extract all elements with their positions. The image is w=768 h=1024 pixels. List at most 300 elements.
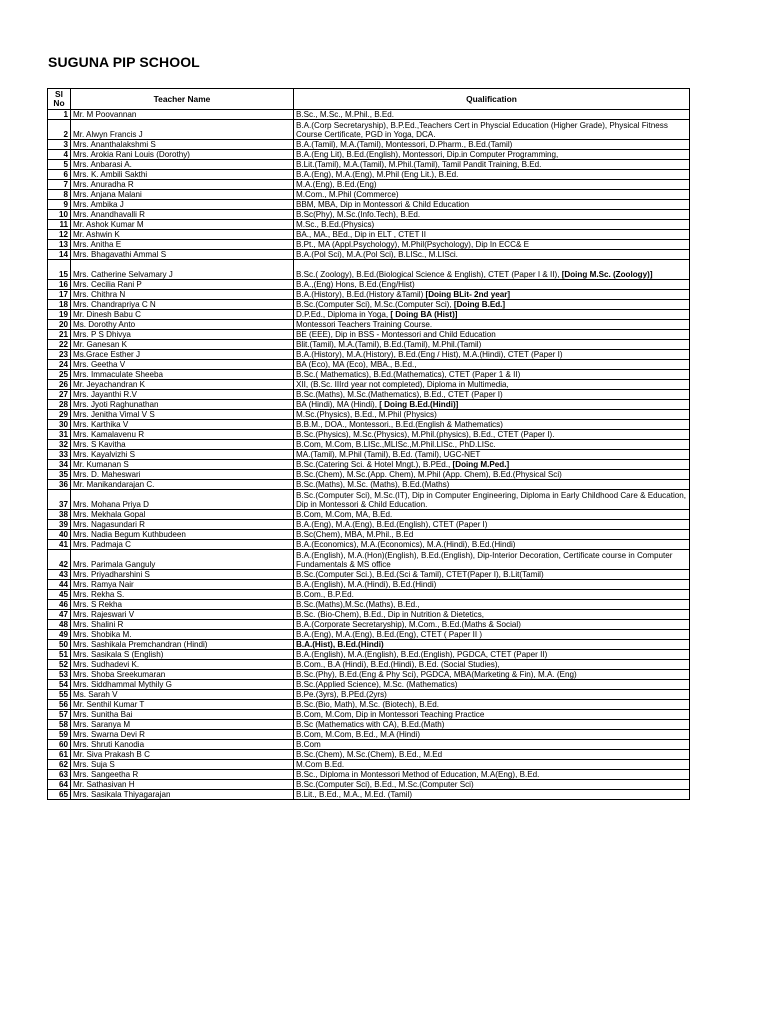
sl-no-label: Sl No — [53, 89, 65, 108]
teacher-name-cell: Mr. Jeyachandran K — [71, 380, 294, 390]
qualification-text: B.A.(Eng Lit), B.Ed.(English), Montessori, Dip.in Computer Programming, — [296, 150, 559, 159]
qualification-text: B.A.(History), B.Ed.(History &Tamil) — [296, 290, 426, 299]
teacher-name-cell: Mrs. Geetha V — [71, 360, 294, 370]
table-row — [48, 250, 690, 260]
qualification-cell — [294, 240, 690, 250]
table-header-row — [48, 89, 690, 110]
teacher-name-cell: Mrs. Sashikala Premchandran (Hindi) — [71, 640, 294, 650]
qualification-cell — [294, 410, 690, 420]
teacher-name-cell: Mr. Kumanan S — [71, 460, 294, 470]
qualification-text: M.Sc., B.Ed.(Physics) — [296, 220, 375, 229]
qualification-text: M.A.(Eng), B.Ed.(Eng) — [296, 180, 377, 189]
qualification-text: B.Sc.(Catering Sci. & Hotel Mngt.), B.PEd., — [296, 460, 453, 469]
teacher-name-cell: Mrs. Rekha S. — [71, 590, 294, 600]
sl-no-cell: 58 — [48, 720, 71, 730]
teacher-name-cell: Ms. Dorothy Anto — [71, 320, 294, 330]
qualification-text: Blit.(Tamil), M.A.(Tamil), B.Ed.(Tamil), M.Phil.(Tamil) — [296, 340, 482, 349]
qualification-cell — [294, 650, 690, 660]
table-row — [48, 230, 690, 240]
teacher-name-cell: Mr. Ashwin K — [71, 230, 294, 240]
qualification-text: B.Sc (Mathematics with CA), B.Ed.(Math) — [296, 720, 445, 729]
table-row — [48, 170, 690, 180]
teacher-name-cell: Mrs. Suja S — [71, 760, 294, 770]
qualification-text: B.Com, M.Com, B.Ed., M.A (Hindi) — [296, 730, 421, 739]
qualification-cell — [294, 680, 690, 690]
teacher-name-cell: Ms. Sarah V — [71, 690, 294, 700]
qualification-cell — [294, 260, 690, 280]
sl-no-cell: 4 — [48, 150, 71, 160]
qualification-text: B.Sc(Phy), M.Sc.(Info.Tech), B.Ed. — [296, 210, 421, 219]
sl-no-cell: 18 — [48, 300, 71, 310]
qualification-cell — [294, 390, 690, 400]
qualification-text: B.Com — [296, 740, 321, 749]
qualification-text: BA., MA., BEd., Dip in ELT , CTET II — [296, 230, 426, 239]
qualification-text: B.Pt., MA (Appl.Psychology), M.Phil(Psychology), Dip In ECC& E — [296, 240, 529, 249]
sl-no-cell: 20 — [48, 320, 71, 330]
qualification-text: B.Com., B.P.Ed. — [296, 590, 354, 599]
table-row — [48, 410, 690, 420]
table-row — [48, 580, 690, 590]
table-row — [48, 400, 690, 410]
table-row — [48, 290, 690, 300]
sl-no-cell: 31 — [48, 430, 71, 440]
table-row — [48, 210, 690, 220]
qualification-cell — [294, 330, 690, 340]
qualification-cell — [294, 120, 690, 140]
qualification-cell — [294, 160, 690, 170]
qualification-cell — [294, 150, 690, 160]
qualification-text: BA (Eco), MA (Eco), MBA., B.Ed., — [296, 360, 417, 369]
sl-no-cell: 12 — [48, 230, 71, 240]
qualification-text: B.Sc(Chem), MBA, M.Phil., B.Ed — [296, 530, 414, 539]
sl-no-cell: 23 — [48, 350, 71, 360]
table-row — [48, 430, 690, 440]
table-row — [48, 110, 690, 120]
sl-no-cell: 36 — [48, 480, 71, 490]
sl-no-cell: 54 — [48, 680, 71, 690]
sl-no-cell: 41 — [48, 540, 71, 550]
teacher-name-cell: Mrs. S Kavitha — [71, 440, 294, 450]
sl-no-cell: 32 — [48, 440, 71, 450]
sl-no-cell: 50 — [48, 640, 71, 650]
sl-no-cell: 46 — [48, 600, 71, 610]
qualification-cell — [294, 590, 690, 600]
teacher-name-cell: Mrs. Sasikala Thiyagarajan — [71, 790, 294, 800]
qualification-text: B.Sc.(Maths), M.Sc. (Maths), B.Ed.(Maths) — [296, 480, 450, 489]
teacher-name-cell: Mrs. Anbarasi A. — [71, 160, 294, 170]
qualification-highlight: B.A.(Hist), B.Ed.(Hindi) — [296, 640, 384, 649]
qualification-cell — [294, 220, 690, 230]
teacher-name-cell: Mrs. Rajeswari V — [71, 610, 294, 620]
qualification-text: B.A.(Eng), M.A.(Eng), B.Ed.(Eng), CTET ( Paper II ) — [296, 630, 483, 639]
qualification-text: B.A.(Tamil), M.A.(Tamil), Montessori, D.Pharm., B.Ed.(Tamil) — [296, 140, 513, 149]
sl-no-cell: 6 — [48, 170, 71, 180]
qualification-text: B.A.(English), M.A.(English), B.Ed.(English), PGDCA, CTET (Paper II) — [296, 650, 548, 659]
teacher-name-cell: Mr. Siva Prakash B C — [71, 750, 294, 760]
teacher-name-cell: Mrs. Swarna Devi R — [71, 730, 294, 740]
table-row — [48, 440, 690, 450]
teacher-name-cell: Mrs. Ramya Nair — [71, 580, 294, 590]
table-row — [48, 780, 690, 790]
qualification-cell — [294, 470, 690, 480]
sl-no-cell: 44 — [48, 580, 71, 590]
qualification-highlight: [ Doing BA (Hist)] — [390, 310, 458, 319]
teacher-name-cell: Mrs. Kamalavenu R — [71, 430, 294, 440]
qualification-cell — [294, 780, 690, 790]
qualification-cell — [294, 140, 690, 150]
qualification-cell — [294, 670, 690, 680]
table-row — [48, 190, 690, 200]
qualification-text: B.Sc.(Computer Sci), M.Sc.(Computer Sci), — [296, 300, 454, 309]
teacher-name-cell: Mr. M Poovannan — [71, 110, 294, 120]
qualification-text: B.Lit., B.Ed., M.A., M.Ed. (Tamil) — [296, 790, 413, 799]
qualification-cell — [294, 480, 690, 490]
table-row — [48, 660, 690, 670]
sl-no-cell: 39 — [48, 520, 71, 530]
qualification-cell — [294, 110, 690, 120]
qualification-text: BE (EEE), Dip in BSS - Montessori and Child Education — [296, 330, 496, 339]
qualification-text: B.Sc.(Maths),M.Sc.(Maths), B.Ed., — [296, 600, 420, 609]
teacher-name-cell: Mrs. Jyoti Raghunathan — [71, 400, 294, 410]
teacher-name-cell: Mrs. Priyadharshini S — [71, 570, 294, 580]
table-row — [48, 200, 690, 210]
qualification-text: B.A.(Corporate Secretaryship), M.Com., B.Ed.(Maths & Social) — [296, 620, 521, 629]
table-row — [48, 480, 690, 490]
qualification-cell — [294, 540, 690, 550]
qualification-cell — [294, 360, 690, 370]
table-row — [48, 530, 690, 540]
teacher-name-cell: Mr. Sathasivan H — [71, 780, 294, 790]
table-row — [48, 160, 690, 170]
qualification-text: D.P.Ed., Diploma in Yoga, — [296, 310, 391, 319]
table-row — [48, 150, 690, 160]
teacher-name-cell: Ms.Grace Esther J — [71, 350, 294, 360]
table-row — [48, 240, 690, 250]
sl-no-cell: 21 — [48, 330, 71, 340]
qualification-cell — [294, 340, 690, 350]
teacher-name-cell: Mrs. Catherine Selvamary J — [71, 260, 294, 280]
qualification-cell — [294, 620, 690, 630]
sl-no-cell: 27 — [48, 390, 71, 400]
teacher-name-cell: Mrs. K. Ambili Sakthi — [71, 170, 294, 180]
table-row — [48, 350, 690, 360]
qualification-cell — [294, 710, 690, 720]
qualification-text: B.Sc.(Computer Sci), M.Sc.(IT), Dip in Computer Engineering, Diploma in Early Childhood Care & Education, Dip in Montessori & Child Education. — [296, 491, 687, 509]
teacher-name-cell: Mrs. Arokia Rani Louis (Dorothy) — [71, 150, 294, 160]
qualification-cell — [294, 640, 690, 650]
sl-no-cell: 60 — [48, 740, 71, 750]
table-row — [48, 310, 690, 320]
teacher-name-cell: Mrs. Sangeetha R — [71, 770, 294, 780]
table-row — [48, 280, 690, 290]
table-row — [48, 720, 690, 730]
table-row — [48, 730, 690, 740]
teacher-name-cell: Mrs. Chandrapriya C N — [71, 300, 294, 310]
sl-no-cell: 17 — [48, 290, 71, 300]
sl-no-cell: 22 — [48, 340, 71, 350]
teacher-name-cell: Mrs. Mohana Priya D — [71, 490, 294, 510]
qualification-text: B.A.(Eng), M.A.(Eng), B.Ed.(English), CTET (Paper I) — [296, 520, 488, 529]
table-row — [48, 630, 690, 640]
qualification-cell — [294, 200, 690, 210]
table-row — [48, 470, 690, 480]
teacher-name-cell: Mrs. Sudhadevi K. — [71, 660, 294, 670]
table-row — [48, 710, 690, 720]
table-row — [48, 750, 690, 760]
teacher-name-cell: Mrs. S Rekha — [71, 600, 294, 610]
table-row — [48, 700, 690, 710]
teacher-name-cell: Mrs. Saranya M — [71, 720, 294, 730]
table-row — [48, 450, 690, 460]
qualification-text: B.A.(History), M.A.(History), B.Ed.(Eng / Hist), M.A.(Hindi), CTET (Paper I) — [296, 350, 563, 359]
table-row — [48, 490, 690, 510]
qualification-text: B.A.,(Eng) Hons, B.Ed.(Eng/Hist) — [296, 280, 415, 289]
table-row — [48, 330, 690, 340]
sl-no-cell: 65 — [48, 790, 71, 800]
qualification-cell — [294, 190, 690, 200]
table-row — [48, 380, 690, 390]
qualification-text: M.Com B.Ed. — [296, 760, 345, 769]
qualification-text: B.Sc.(Phy), B.Ed.(Eng & Phy Sci), PGDCA, MBA(Marketing & Fin), M.A. (Eng) — [296, 670, 577, 679]
table-row — [48, 610, 690, 620]
qualification-text: XII, (B.Sc. IIIrd year not completed), Diploma in Multimedia, — [296, 380, 509, 389]
table-row — [48, 760, 690, 770]
qualification-text: B.A.(Eng), M.A.(Eng), M.Phil (Eng Lit.), B.Ed. — [296, 170, 459, 179]
qualification-text: B.Sc.(Bio, Math), M.Sc. (Biotech), B.Ed. — [296, 700, 440, 709]
qualification-cell — [294, 450, 690, 460]
teacher-name-cell: Mrs. Mekhala Gopal — [71, 510, 294, 520]
qualification-cell — [294, 630, 690, 640]
teacher-name-cell: Mrs. Shobika M. — [71, 630, 294, 640]
qualification-cell — [294, 770, 690, 780]
sl-no-cell: 7 — [48, 180, 71, 190]
teacher-name-cell: Mr. Ganesan K — [71, 340, 294, 350]
teacher-name-cell: Mrs. Ambika J — [71, 200, 294, 210]
sl-no-cell: 45 — [48, 590, 71, 600]
table-row — [48, 340, 690, 350]
qualification-cell — [294, 420, 690, 430]
table-row — [48, 790, 690, 800]
qualification-cell — [294, 660, 690, 670]
sl-no-cell: 19 — [48, 310, 71, 320]
qualification-text: B.Sc., M.Sc., M.Phil., B.Ed. — [296, 110, 395, 119]
sl-no-cell: 40 — [48, 530, 71, 540]
qualification-highlight: [ Doing B.Ed.(Hindi)] — [379, 400, 459, 409]
sl-no-cell: 59 — [48, 730, 71, 740]
qualification-text: B.Com, M.Com, B.LISc.,MLISc.,M.Phil.LISc., PhD.LISc. — [296, 440, 496, 449]
sl-no-cell: 2 — [48, 120, 71, 140]
qualification-text: B.A.(English), M.A.(Hon)(English), B.Ed.(English), Dip-Interior Decoration, Certificate course in Computer Fundamentals & MS office — [296, 551, 673, 569]
sl-no-cell: 33 — [48, 450, 71, 460]
qualification-cell — [294, 760, 690, 770]
qualification-highlight: [Doing M.Ped.] — [452, 460, 510, 469]
teacher-name-cell: Mrs. Jayanthi R.V — [71, 390, 294, 400]
qualification-cell — [294, 320, 690, 330]
table-row — [48, 640, 690, 650]
qualification-cell — [294, 380, 690, 390]
qualification-text: MA.(Tamil), M.Phil (Tamil), B.Ed. (Tamil), UGC-NET — [296, 450, 481, 459]
sl-no-cell: 49 — [48, 630, 71, 640]
teacher-name-cell: Mrs. Shalini R — [71, 620, 294, 630]
qualification-text: B.Sc.(Chem), M.Sc.(App. Chem), M.Phil (App. Chem), B.Ed.(Physical Sci) — [296, 470, 562, 479]
sl-no-cell: 35 — [48, 470, 71, 480]
sl-no-cell: 11 — [48, 220, 71, 230]
qualification-text: B.Sc.(Computer Sci.), B.Ed.(Sci & Tamil), CTET(Paper I), B.Lit(Tamil) — [296, 570, 544, 579]
qualification-cell — [294, 690, 690, 700]
teacher-name-cell: Mrs. P S Dhivya — [71, 330, 294, 340]
table-row — [48, 360, 690, 370]
teacher-name-cell: Mr. Alwyn Francis J — [71, 120, 294, 140]
teacher-name-cell: Mr. Dinesh Babu C — [71, 310, 294, 320]
qualification-text: B.Sc.(Computer Sci), B.Ed., M.Sc.(Computer Sci) — [296, 780, 474, 789]
qualification-text: B.Sc. (Bio-Chem), B.Ed., Dip in Nutrition & Dietetics, — [296, 610, 485, 619]
sl-no-cell: 5 — [48, 160, 71, 170]
qualification-cell — [294, 400, 690, 410]
teacher-name-cell: Mrs. Immaculate Sheeba — [71, 370, 294, 380]
sl-no-cell: 16 — [48, 280, 71, 290]
qualification-text: B.A.(Pol Sci), M.A.(Pol Sci), B.LISc., M.LISci. — [296, 250, 458, 259]
teacher-name-cell: Mrs. Sasikala S (English) — [71, 650, 294, 660]
sl-no-cell: 52 — [48, 660, 71, 670]
qualification-highlight: [Doing M.Sc. (Zoology)] — [561, 270, 653, 279]
qualification-cell — [294, 170, 690, 180]
table-row — [48, 570, 690, 580]
qualification-cell — [294, 550, 690, 570]
sl-no-cell: 13 — [48, 240, 71, 250]
qualification-cell — [294, 700, 690, 710]
qualification-highlight: [Doing BLit- 2nd year] — [425, 290, 511, 299]
table-row — [48, 690, 690, 700]
table-row — [48, 680, 690, 690]
sl-no-cell: 14 — [48, 250, 71, 260]
sl-no-cell: 38 — [48, 510, 71, 520]
qualification-text: B.Pe.(3yrs), B.PEd.(2yrs) — [296, 690, 387, 699]
qualification-text: M.Com., M.Phil (Commerce) — [296, 190, 399, 199]
teacher-name-cell: Mrs. Padmaja C — [71, 540, 294, 550]
qualification-cell — [294, 720, 690, 730]
column-header-sl-no — [48, 89, 71, 110]
sl-no-cell: 29 — [48, 410, 71, 420]
qualification-cell — [294, 180, 690, 190]
qualification-cell — [294, 600, 690, 610]
sl-no-cell: 51 — [48, 650, 71, 660]
table-row — [48, 600, 690, 610]
sl-no-cell: 28 — [48, 400, 71, 410]
sl-no-cell: 57 — [48, 710, 71, 720]
qualification-cell — [294, 440, 690, 450]
sl-no-cell: 24 — [48, 360, 71, 370]
sl-no-cell: 9 — [48, 200, 71, 210]
qualification-cell — [294, 750, 690, 760]
sl-no-cell: 10 — [48, 210, 71, 220]
qualification-cell — [294, 490, 690, 510]
qualification-text: B.Sc.(Applied Science), M.Sc. (Mathematics) — [296, 680, 458, 689]
table-row — [48, 300, 690, 310]
table-row — [48, 220, 690, 230]
sl-no-cell: 53 — [48, 670, 71, 680]
table-row — [48, 550, 690, 570]
sl-no-cell: 56 — [48, 700, 71, 710]
qualification-text: B.A.(Economics), M.A.(Economics), M.A.(Hindi), B.Ed.(Hindi) — [296, 540, 516, 549]
sl-no-cell: 43 — [48, 570, 71, 580]
qualification-cell — [294, 730, 690, 740]
sl-no-cell: 26 — [48, 380, 71, 390]
teacher-name-cell: Mrs. Karthika V — [71, 420, 294, 430]
qualification-cell — [294, 290, 690, 300]
teacher-name-cell: Mr. Senthil Kumar T — [71, 700, 294, 710]
sl-no-cell: 48 — [48, 620, 71, 630]
teacher-name-cell: Mrs. Sunitha Bai — [71, 710, 294, 720]
sl-no-cell: 25 — [48, 370, 71, 380]
teacher-name-cell: Mrs. Anitha E — [71, 240, 294, 250]
qualification-text: B.B.M., DOA., Montessori., B.Ed.(English & Mathematics) — [296, 420, 503, 429]
table-row — [48, 390, 690, 400]
sl-no-cell: 64 — [48, 780, 71, 790]
qualification-cell — [294, 580, 690, 590]
table-row — [48, 540, 690, 550]
qualification-text: B.Sc.(Chem), M.Sc.(Chem), B.Ed., M.Ed — [296, 750, 443, 759]
sl-no-cell: 55 — [48, 690, 71, 700]
qualification-text: B.Com, M.Com, Dip in Montessori Teaching Practice — [296, 710, 485, 719]
qualification-cell — [294, 610, 690, 620]
qualification-cell — [294, 300, 690, 310]
qualification-text: B.Com., B.A (Hindi), B.Ed.(Hindi), B.Ed. (Social Studies), — [296, 660, 500, 669]
teacher-name-cell: Mrs. Jenitha Vimal V S — [71, 410, 294, 420]
table-row — [48, 620, 690, 630]
qualification-cell — [294, 740, 690, 750]
qualification-cell — [294, 350, 690, 360]
qualification-cell — [294, 520, 690, 530]
table-row — [48, 650, 690, 660]
teacher-name-cell: Mrs. Parimala Ganguly — [71, 550, 294, 570]
sl-no-cell: 15 — [48, 260, 71, 280]
qualification-cell — [294, 280, 690, 290]
teacher-name-cell: Mrs. Bhagavathi Ammal S — [71, 250, 294, 260]
teacher-name-cell: Mrs. Kayalvizhi S — [71, 450, 294, 460]
qualification-text: B.Com, M.Com, MA, B.Ed. — [296, 510, 393, 519]
teacher-name-cell: Mrs. Anuradha R — [71, 180, 294, 190]
sl-no-cell: 8 — [48, 190, 71, 200]
teacher-name-cell: Mrs. Siddhammal Mythily G — [71, 680, 294, 690]
qualification-cell — [294, 310, 690, 320]
qualification-cell — [294, 230, 690, 240]
sl-no-cell: 63 — [48, 770, 71, 780]
teacher-name-cell: Mrs. Nagasundari R — [71, 520, 294, 530]
sl-no-cell: 47 — [48, 610, 71, 620]
qualification-cell — [294, 510, 690, 520]
qualification-cell — [294, 430, 690, 440]
table-row — [48, 460, 690, 470]
qualification-text: B.Sc.( Zoology), B.Ed.(Biological Science & English), CTET (Paper I & II), — [296, 270, 562, 279]
column-header-teacher-name: Teacher Name — [71, 89, 294, 110]
table-row — [48, 520, 690, 530]
teacher-name-cell: Mrs. D. Maheswari — [71, 470, 294, 480]
teacher-name-cell: Mr. Manikandarajan C. — [71, 480, 294, 490]
teacher-name-cell: Mrs. Shoba Sreekumaran — [71, 670, 294, 680]
teacher-name-cell: Mrs. Chithra N — [71, 290, 294, 300]
teacher-name-cell: Mrs. Cecilia Rani P — [71, 280, 294, 290]
table-row — [48, 180, 690, 190]
teacher-name-cell: Mr. Ashok Kumar M — [71, 220, 294, 230]
table-row — [48, 670, 690, 680]
sl-no-cell: 30 — [48, 420, 71, 430]
qualification-text: B.Lit.(Tamil), M.A.(Tamil), M.Phil.(Tamil), Tamil Pandit Training, B.Ed. — [296, 160, 542, 169]
qualification-text: Montessori Teachers Training Course. — [296, 320, 433, 329]
sl-no-cell: 42 — [48, 550, 71, 570]
qualification-cell — [294, 370, 690, 380]
qualification-text: B.A.(Corp Secretaryship), B.P.Ed.,Teachers Cert in Physcial Education (Higher Grade), Physical Fitness Course Certificate, PGD in Yoga, DCA. — [296, 121, 668, 139]
column-header-qualification: Qualification — [294, 89, 690, 110]
